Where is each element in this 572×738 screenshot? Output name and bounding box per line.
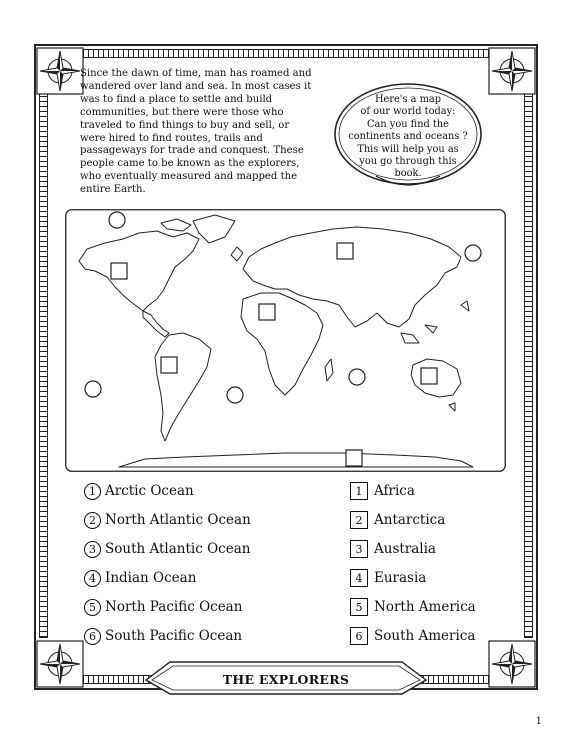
intro-paragraph: Since the dawn of time, man has roamed and wandered over land and sea. In most cases it was to find a place to settle and build communities, but there were those who traveled to find things to buy and sell, or were hired to find routes, trails and passageways for trade and conquest. These people came to be known as the explorers, who eventually measured and mapped the entire Earth. <box>80 68 312 196</box>
compass-rose-icon <box>36 47 84 95</box>
legend-label: North America <box>374 599 476 615</box>
page-number: 1 <box>535 716 542 727</box>
footer-title: THE EXPLORERS <box>222 672 350 687</box>
map-square-marker <box>161 357 177 373</box>
legend-label: Arctic Ocean <box>105 483 194 499</box>
top-rail <box>82 49 490 58</box>
world-map <box>65 209 506 472</box>
legend-item <box>350 510 445 530</box>
legend-label: Africa <box>374 483 415 499</box>
map-square-marker <box>111 263 127 279</box>
legend-label: Eurasia <box>374 570 427 586</box>
callout-text <box>346 94 470 181</box>
legend-item <box>84 510 251 530</box>
number-circle: 6 <box>84 628 101 645</box>
legend-item <box>84 539 250 559</box>
map-circle-marker <box>85 381 101 397</box>
legend-item <box>350 481 415 501</box>
map-square-marker <box>337 243 353 259</box>
map-circle-marker <box>465 245 481 261</box>
number-circle: 5 <box>84 599 101 616</box>
legend-item <box>350 539 436 559</box>
map-square-marker <box>259 304 275 320</box>
callout-line: continents and oceans ? <box>348 131 468 143</box>
number-circle: 2 <box>84 512 101 529</box>
legend-item <box>350 626 475 646</box>
callout-line: you go through this <box>359 156 457 168</box>
right-rail <box>524 92 533 638</box>
legend-item <box>84 568 196 588</box>
legend-item <box>84 626 242 646</box>
callout-line: Here's a map <box>374 94 441 105</box>
legend-label: Antarctica <box>374 512 446 528</box>
number-box: 5 <box>350 598 368 616</box>
callout-line: This will help you as <box>357 143 459 155</box>
map-circle-marker <box>109 212 125 228</box>
legend-item <box>350 568 426 588</box>
compass-rose-icon <box>488 47 536 95</box>
legend-label: South Atlantic Ocean <box>105 541 251 557</box>
legend-item <box>350 597 476 617</box>
number-circle: 4 <box>84 570 101 587</box>
legend-label: Australia <box>374 541 436 557</box>
number-box: 2 <box>350 511 368 529</box>
number-box: 1 <box>350 482 368 500</box>
legend-label: South Pacific Ocean <box>105 628 243 644</box>
left-rail <box>39 92 48 638</box>
legend-label: Indian Ocean <box>105 570 197 586</box>
number-box: 6 <box>350 627 368 645</box>
number-box: 4 <box>350 569 368 587</box>
map-circle-marker <box>349 369 365 385</box>
number-circle: 3 <box>84 541 101 558</box>
map-square-marker <box>346 450 362 466</box>
number-circle: 1 <box>84 483 101 500</box>
map-circle-marker <box>227 387 243 403</box>
legend-label: North Atlantic Ocean <box>105 512 251 528</box>
legend-label: South America <box>374 628 476 644</box>
callout-line: Can you find the <box>367 118 449 130</box>
legend-label: North Pacific Ocean <box>105 599 243 615</box>
callout-line: of our world today: <box>360 106 456 118</box>
legend-item <box>84 481 194 501</box>
number-box: 3 <box>350 540 368 558</box>
legend-item <box>84 597 242 617</box>
map-square-marker <box>421 368 437 384</box>
callout-line: book. <box>394 168 422 180</box>
